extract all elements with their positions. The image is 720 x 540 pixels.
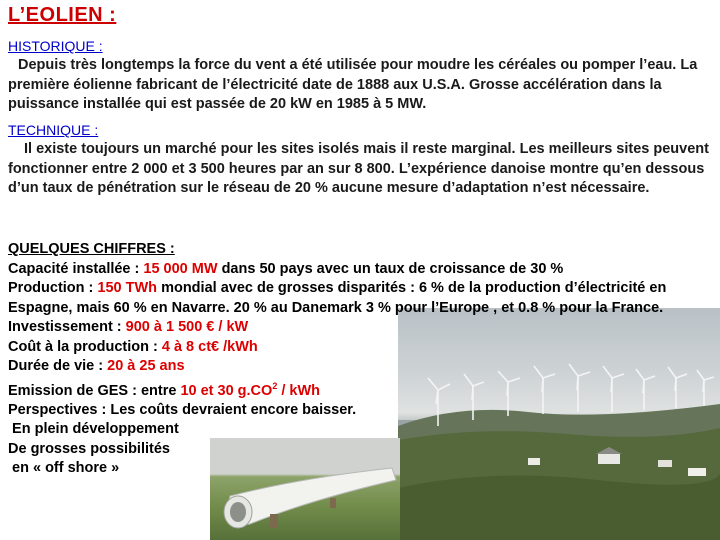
- production-detail: mondial avec de grosses disparités : 6 % de la production d’électricité en Espagne, mais 60 % en Navarre. 20 % au Danemark 3 % pour l’Europe , et 0.8 % pour la France.: [8, 280, 667, 316]
- cout-label: Coût à la production :: [8, 338, 162, 355]
- historique-heading: HISTORIQUE :: [8, 38, 103, 54]
- cout-line: [8, 338, 714, 358]
- duree-label: Durée de vie :: [8, 358, 108, 374]
- duree-line: [8, 357, 714, 377]
- ges-value: 10 et 30 g.CO: [180, 382, 273, 399]
- capacite-value: 15 000 MW: [143, 260, 218, 277]
- production-value: 150 TWh: [97, 280, 158, 296]
- capacite-line: [8, 260, 714, 280]
- duree-value: 20 à 25 ans: [107, 358, 185, 374]
- production-label: Production :: [8, 280, 98, 296]
- chiffres-block: [8, 240, 714, 479]
- developpement-line: En plein développement: [8, 421, 179, 438]
- technique-text: Il existe toujours un marché pour les sites isolés mais il reste marginal. Les meilleurs sites peuvent fonctionner entre 2 000 et 3 500 heures par an sur 8 800. L’expérience danoise montre qu’en dessous d’un taux de pénétration sur le réseau de 20 % aucune mesure d’adaptation n’est nécessaire.: [8, 141, 709, 196]
- page-title: L’EOLIEN :: [8, 4, 117, 26]
- ges-superscript: 2: [272, 380, 278, 391]
- perspectives-line: Perspectives : Les coûts devraient encore baisser.: [8, 401, 357, 418]
- historique-paragraph: [8, 56, 714, 115]
- ges-unit: / kWh: [277, 382, 321, 399]
- capacite-label: Capacité installée :: [8, 260, 144, 277]
- chiffres-heading: QUELQUES CHIFFRES :: [8, 241, 175, 257]
- production-line: [8, 279, 714, 318]
- technique-paragraph: [8, 140, 714, 199]
- cout-value: 4 à 8 ct€ /kWh: [161, 338, 258, 355]
- ges-line: [8, 377, 714, 401]
- investissement-value: 900 à 1 500 € / kW: [125, 319, 249, 335]
- ges-label: Emission de GES : entre: [8, 382, 181, 399]
- historique-text: Depuis très longtemps la force du vent a été utilisée pour moudre les céréales ou pomper l’eau. La première éolienne fabricant de l’électricité date de 1888 aux U.S.A. Grosse accélération dans la puissance installée qui est passée de 20 kW en 1985 à 5 MW.: [8, 57, 698, 112]
- investissement-label: Investissement :: [8, 319, 126, 335]
- offshore-line: en « off shore »: [8, 460, 120, 477]
- investissement-line: [8, 318, 714, 338]
- technique-heading: TECHNIQUE :: [8, 122, 99, 138]
- capacite-detail: dans 50 pays avec un taux de croissance de 30 %: [217, 260, 564, 277]
- possibilites-line: De grosses possibilités: [8, 440, 170, 457]
